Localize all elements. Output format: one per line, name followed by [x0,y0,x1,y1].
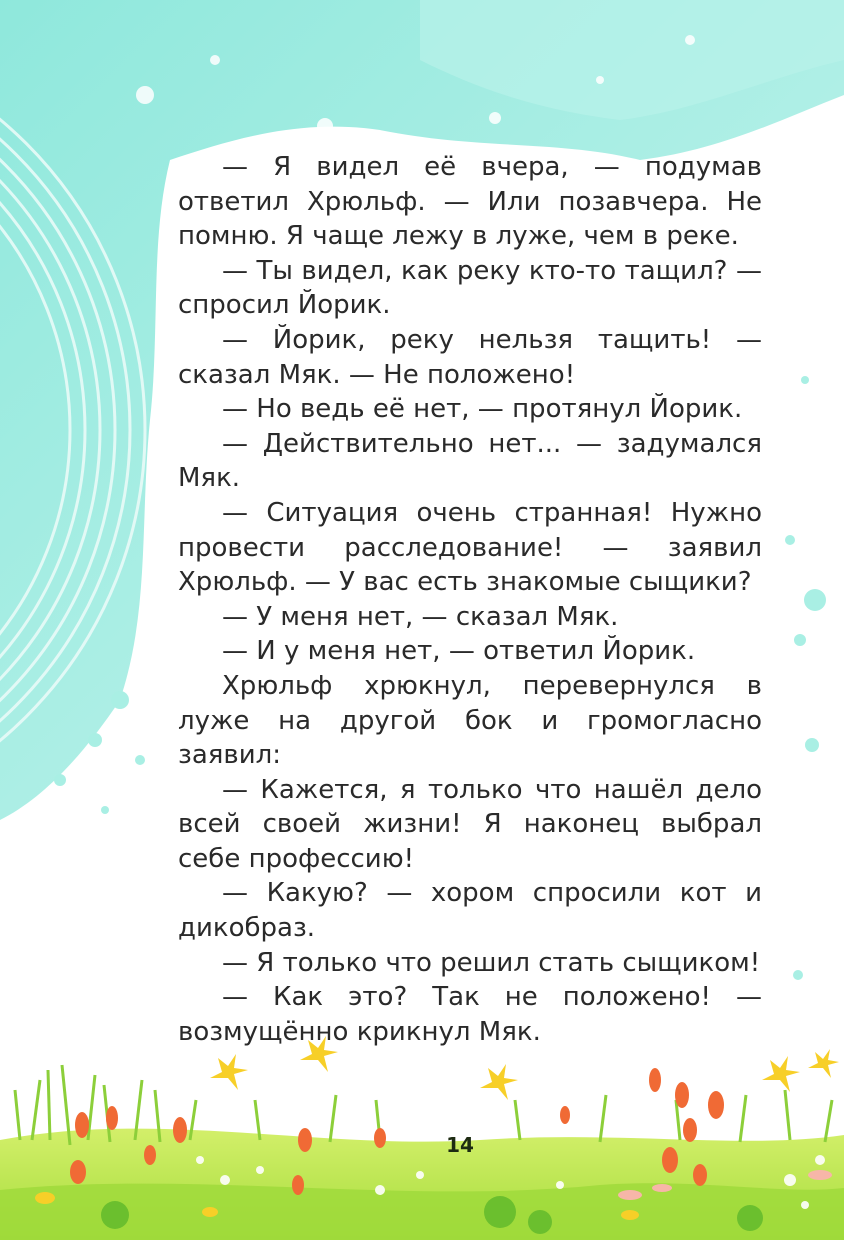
story-paragraph: — У меня нет, — сказал Мяк. [222,601,619,632]
story-paragraph: — И у меня нет, — ответил Йорик. [222,636,696,667]
story-paragraph: — Йорик, реку нельзя тащить! — сказал Мяк. — Не положено! [178,324,762,390]
story-paragraph: — Как это? Так не положено! — возмущённо крикнул Мяк. [178,982,762,1047]
story-paragraph: — Кажется, я только что нашёл дело всей своей жизни! Я наконец выбрал себе профессию! [178,774,762,874]
story-text [178,150,762,1049]
story-paragraph: — Действительно нет... — задумался Мяк. [178,428,762,494]
story-paragraph: — Я видел её вчера, — подумав ответил Хрюльф. — Или позавчера. Не помню. Я чаще лежу в луже, чем в реке. [178,152,762,252]
story-paragraph: — Я только что решил стать сыщиком! [222,947,761,978]
page-number: 14 [446,1133,474,1157]
story-paragraph: — Но ведь её нет, — протянул Йорик. [222,394,743,425]
story-paragraph: Хрюльф хрюкнул, перевернулся в луже на другой бок и громогласно заявил: [178,670,762,771]
story-paragraph: — Ты видел, как реку кто-то тащил? — спросил Йорик. [178,255,762,321]
story-paragraph: — Ситуация очень странная! Нужно провести расследование! — заявил Хрюльф. — У вас есть знакомые сыщики? [178,497,762,598]
story-paragraph: — Какую? — хором спросили кот и дикобраз. [178,878,762,944]
